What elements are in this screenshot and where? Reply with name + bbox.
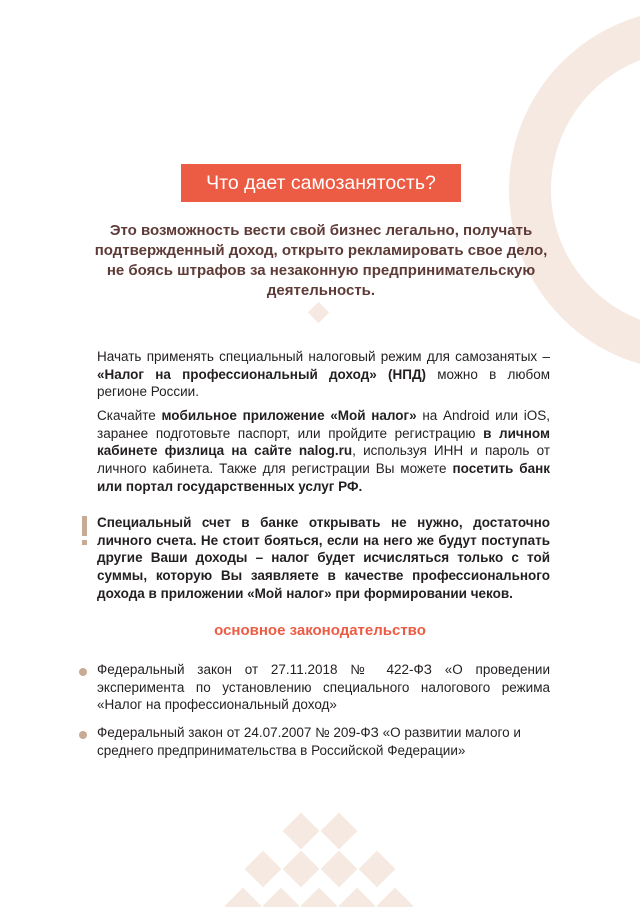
paragraph-npd	[97, 348, 550, 401]
p2-bold-3: посетить банк или портал государственных услуг РФ.	[97, 461, 550, 494]
p2-bold-2: в личном кабинете физлица на сайте nalog.ru	[97, 425, 550, 459]
p2-text-1: Скачайте	[97, 408, 162, 423]
exclamation-dot-icon	[82, 540, 87, 545]
law-item: Федеральный закон от 24.07.2007 № 209-ФЗ «О развитии малого и среднего предпринимательства в Российской Федерации»	[97, 725, 521, 758]
p2-bold-1: мобильное приложение «Мой налог»	[161, 408, 417, 423]
decor-diamond-pattern	[225, 813, 414, 907]
decor-diamond-small	[308, 302, 329, 323]
laws-heading: основное законодательство	[214, 622, 426, 639]
paragraph-registration	[97, 407, 550, 496]
intro-text: Это возможность вести свой бизнес легально, получать подтвержденный доход, открыто рекламировать свое дело, не боясь штрафов за незаконную предпринимательскую деятельность.	[94, 222, 548, 299]
p1-text-2: можно в любом регионе России.	[97, 366, 550, 400]
p2-text-3: , используя ИНН и пароль от личного кабинета. Также для регистрации Вы можете	[97, 443, 550, 477]
bullet-dot-icon	[79, 668, 87, 676]
callout-text: Специальный счет в банке открывать не нужно, достаточно личного счета. Не стоит бояться, если на него же будут поступать другие Ваши доходы – налог будет исчисляться только с той суммы, которую Вы заявляете в качестве профессионального дохода в приложении «Мой налог» при формировании чеков.	[97, 515, 550, 601]
law-item: Федеральный закон от 27.11.2018 № 422-ФЗ «О проведении эксперимента по установлению специального налогового режима «Налог на профессиональный доход»	[97, 662, 550, 713]
p1-text-1: Начать применять специальный налоговый режим для самозанятых –	[97, 349, 550, 364]
bullet-dot-icon	[79, 731, 87, 739]
decor-ring	[530, 30, 640, 350]
exclamation-icon	[82, 516, 87, 536]
p2-text-2: на Android или iOS, заранее подготовьте паспорт, или пройдите регистрацию	[97, 408, 551, 441]
p1-bold-1: «Налог на профессиональный доход» (НПД)	[97, 366, 427, 382]
page-title: Что дает самозанятость?	[181, 164, 461, 202]
